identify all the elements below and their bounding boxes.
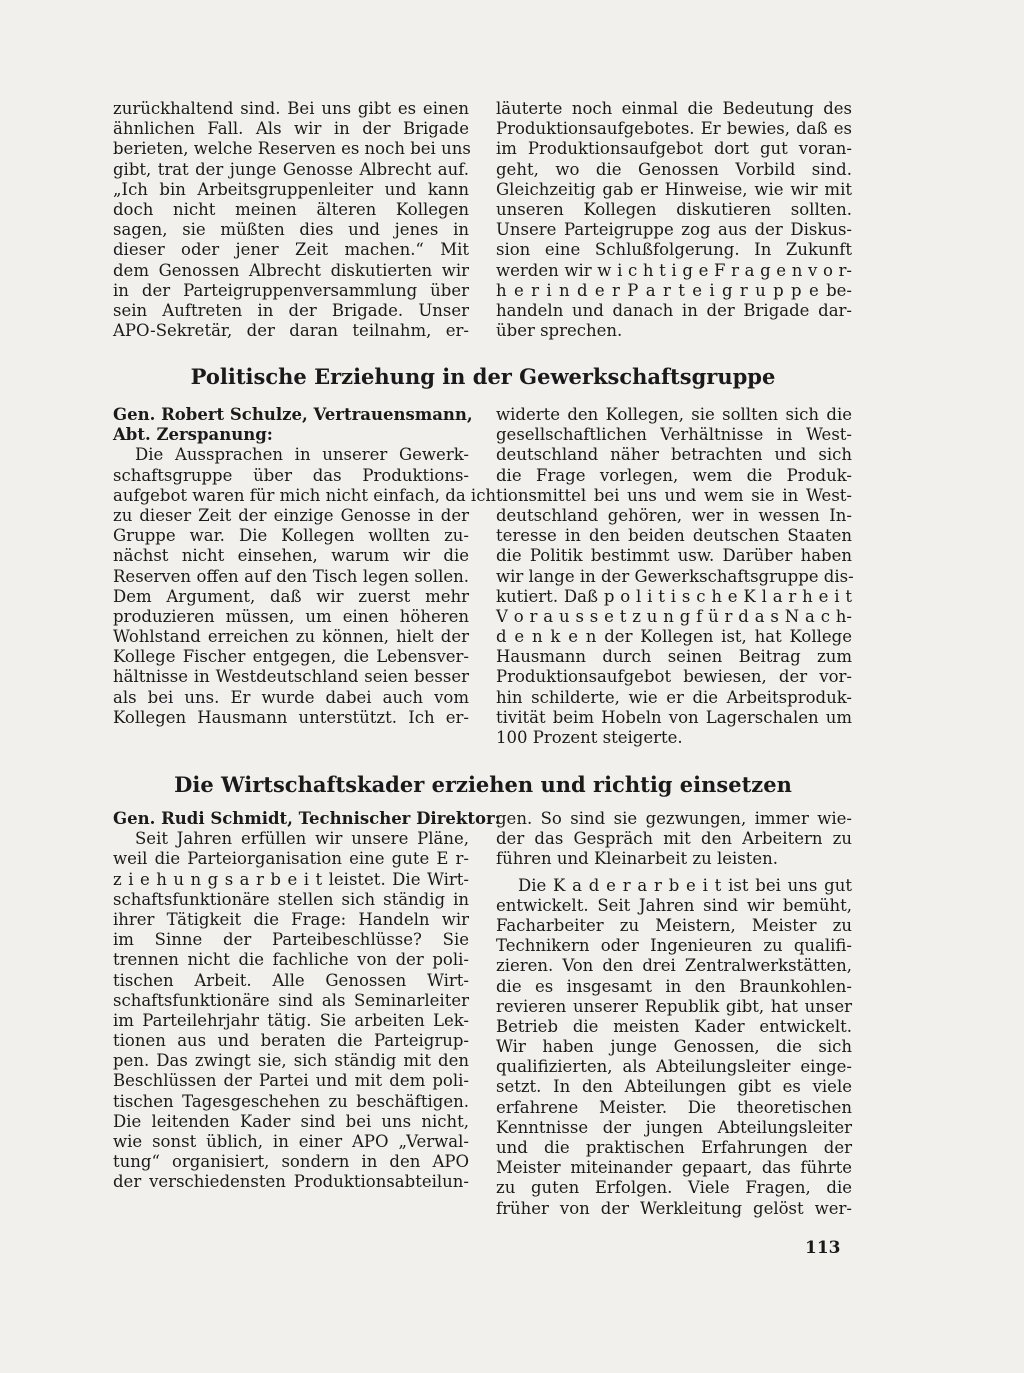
text-line: Kollege Fischer entgegen, die Lebensver- (113, 647, 469, 667)
text-line: Meister miteinander gepaart, das führte (496, 1158, 852, 1178)
text-line: Seit Jahren erfüllen wir unsere Pläne, (135, 829, 469, 849)
text-line: gibt, trat der junge Genosse Albrecht auf. (113, 159, 469, 179)
text-line: entwickelt. Seit Jahren sind wir bemüht, (496, 895, 852, 915)
text-line: revieren unserer Republik gibt, hat unser (496, 996, 852, 1016)
text-line: tung“ organisiert, sondern in den APO (113, 1152, 469, 1172)
text-line: im Sinne der Parteibeschlüsse? Sie (113, 930, 469, 950)
text-line: tivität beim Hobeln von Lagerschalen um (496, 707, 852, 727)
text-line: im Parteilehrjahr tätig. Sie arbeiten Lek- (113, 1010, 469, 1030)
text-line: qualifizierten, als Abteilungsleiter einge- (496, 1057, 852, 1077)
text-line: sagen, sie müßten dies und jenes in (113, 220, 469, 240)
text-line: trennen nicht die fachliche von der poli- (113, 950, 469, 970)
text-line: Kollegen Hausmann unterstützt. Ich er- (113, 707, 469, 727)
text-line: schaftsfunktionäre stellen sich ständig in (113, 889, 469, 909)
text-line: doch nicht meinen älteren Kollegen (113, 199, 469, 219)
text-line: Facharbeiter zu Meistern, Meister zu (496, 915, 852, 935)
section-heading: Politische Erziehung in der Gewerkschaftsgruppe (190, 364, 776, 389)
text-line: geht, wo die Genossen Vorbild sind. (496, 159, 852, 179)
text-line: Wir haben junge Genossen, die sich (496, 1037, 852, 1057)
text-line: als bei uns. Er wurde dabei auch vom (113, 687, 469, 707)
text-line: zu dieser Zeit der einzige Genosse in der (113, 505, 469, 525)
text-line: aufgebot waren für mich nicht einfach, da ich (113, 485, 497, 505)
text-line: nächst nicht einsehen, warum wir die (113, 546, 469, 566)
text-line: Wohlstand erreichen zu können, hielt der (113, 627, 469, 647)
text-line: Dem Argument, daß wir zuerst mehr (113, 586, 469, 606)
text-line: deutschland gehören, wer in wessen In- (496, 505, 852, 525)
text-line: tischen Tagesgeschehen zu beschäftigen. (113, 1091, 469, 1111)
text-line: z i e h u n g s a r b e i t leistet. Die Wirt- (113, 869, 469, 889)
text-line: produzieren müssen, um einen höheren (113, 606, 469, 626)
text-line: in der Parteigruppenversammlung über (113, 280, 469, 300)
text-line: dem Genossen Albrecht diskutierten wir (113, 260, 469, 280)
text-line: werden wir w i c h t i g e F r a g e n v o r- (496, 260, 852, 280)
text-line: berieten, welche Reserven es noch bei uns (113, 139, 471, 159)
author-line: Abt. Zerspanung: (113, 425, 273, 445)
text-line: h e r i n d e r P a r t e i g r u p p e be- (496, 280, 852, 300)
text-line: wir lange in der Gewerkschaftsgruppe dis- (496, 566, 854, 586)
text-line: pen. Das zwingt sie, sich ständig mit den (113, 1051, 469, 1071)
text-line: widerte den Kollegen, sie sollten sich die (496, 405, 852, 424)
text-line: teresse in den beiden deutschen Staaten (496, 526, 852, 546)
text-line: Die K a d e r a r b e i t ist bei uns gut (518, 875, 852, 895)
text-line: weil die Parteiorganisation eine gute E r- (113, 849, 469, 869)
text-line: der das Gespräch mit den Arbeitern zu (496, 829, 852, 849)
text-line: tionsmittel bei uns und wem sie in West- (496, 485, 852, 505)
section1-right-column (496, 405, 852, 748)
text-line: läuterte noch einmal die Bedeutung des (496, 99, 852, 118)
text-line: kutiert. Daß p o l i t i s c h e K l a r h e i t (496, 586, 852, 606)
text-line: deutschland näher betrachten und sich (496, 445, 852, 465)
text-line: hin schilderte, wie er die Arbeitsproduk- (496, 687, 852, 707)
text-line: hältnisse in Westdeutschland seien besser (113, 667, 469, 687)
text-line: die es insgesamt in den Braunkohlen- (496, 976, 852, 996)
text-line: d e n k e n der Kollegen ist, hat Kollege (496, 627, 852, 647)
text-line: setzt. In den Abteilungen gibt es viele (496, 1077, 852, 1097)
text-line: zu guten Erfolgen. Viele Fragen, die (496, 1178, 852, 1198)
text-line: erfahrene Meister. Die theoretischen (496, 1097, 852, 1117)
text-line: Technikern oder Ingenieuren zu qualifi- (496, 936, 852, 956)
author-line: Gen. Rudi Schmidt, Technischer Direktor: (113, 809, 501, 828)
text-line: gen. So sind sie gezwungen, immer wie- (496, 809, 852, 828)
text-line: der verschiedensten Produktionsabteilun- (113, 1172, 469, 1192)
top-left-column (113, 99, 469, 341)
text-line: sein Auftreten in der Brigade. Unser (113, 300, 469, 320)
section2-right-column (496, 809, 852, 1219)
text-line: Kenntnisse der jungen Abteilungsleiter (496, 1117, 852, 1137)
text-line: V o r a u s s e t z u n g f ü r d a s N a c h- (496, 606, 852, 626)
text-line: dieser oder jener Zeit machen.“ Mit (113, 240, 469, 260)
text-line: die Frage vorlegen, wem die Produk- (496, 465, 852, 485)
text-line: 100 Prozent steigerte. (496, 728, 683, 747)
text-line: Die Aussprachen in unserer Gewerk- (135, 445, 469, 465)
text-line: früher von der Werkleitung gelöst wer- (496, 1198, 852, 1218)
text-line: im Produktionsaufgebot dort gut voran- (496, 139, 852, 159)
text-line: tischen Arbeit. Alle Genossen Wirt- (113, 970, 469, 990)
text-line: Beschlüssen der Partei und mit dem poli- (113, 1071, 469, 1091)
text-line: Produktionsaufgebot bewiesen, der vor- (496, 667, 852, 687)
text-line: schaftsgruppe über das Produktions- (113, 465, 469, 485)
text-line: und die praktischen Erfahrungen der (496, 1138, 852, 1157)
text-line: sion eine Schlußfolgerung. In Zukunft (496, 240, 852, 260)
text-line: die Politik bestimmt usw. Darüber haben (496, 546, 852, 566)
text-line: „Ich bin Arbeitsgruppenleiter und kann (113, 179, 469, 199)
section1-left-column (113, 405, 497, 728)
text-line: über sprechen. (496, 321, 623, 341)
text-line: tionen aus und beraten die Parteigrup- (113, 1031, 469, 1051)
text-line: Unsere Parteigruppe zog aus der Diskus- (496, 220, 852, 240)
text-line: wie sonst üblich, in einer APO „Verwal- (113, 1132, 469, 1151)
text-line: Reserven offen auf den Tisch legen sollen. (113, 566, 469, 586)
text-line: ihrer Tätigkeit die Frage: Handeln wir (113, 909, 469, 929)
text-line: zieren. Von den drei Zentralwerkstätten, (496, 956, 852, 976)
text-line: Betrieb die meisten Kader entwickelt. (496, 1016, 852, 1036)
top-right-column (496, 99, 852, 341)
section2-left-column (113, 809, 501, 1193)
author-line: Gen. Robert Schulze, Vertrauensmann, (113, 405, 473, 424)
text-line: unseren Kollegen diskutieren sollten. (496, 199, 852, 219)
text-line: Hausmann durch seinen Beitrag zum (496, 647, 852, 667)
section-heading: Die Wirtschaftskader erziehen und richtig einsetzen (174, 772, 792, 797)
text-line: handeln und danach in der Brigade dar- (496, 300, 852, 320)
text-line: führen und Kleinarbeit zu leisten. (496, 849, 779, 869)
page-number: 113 (805, 1238, 841, 1258)
text-line: Die leitenden Kader sind bei uns nicht, (113, 1111, 469, 1131)
text-line: Gruppe war. Die Kollegen wollten zu- (113, 526, 469, 546)
text-line: schaftsfunktionäre sind als Seminarleiter (113, 990, 469, 1010)
text-line: ähnlichen Fall. Als wir in der Brigade (113, 119, 469, 139)
text-line: Produktionsaufgebotes. Er bewies, daß es (496, 119, 852, 139)
text-line: Gleichzeitig gab er Hinweise, wie wir mit (496, 179, 852, 199)
text-line: zurückhaltend sind. Bei uns gibt es einen (113, 99, 469, 118)
text-line: APO-Sekretär, der daran teilnahm, er- (113, 321, 469, 341)
text-line: gesellschaftlichen Verhältnisse in West- (496, 425, 852, 445)
